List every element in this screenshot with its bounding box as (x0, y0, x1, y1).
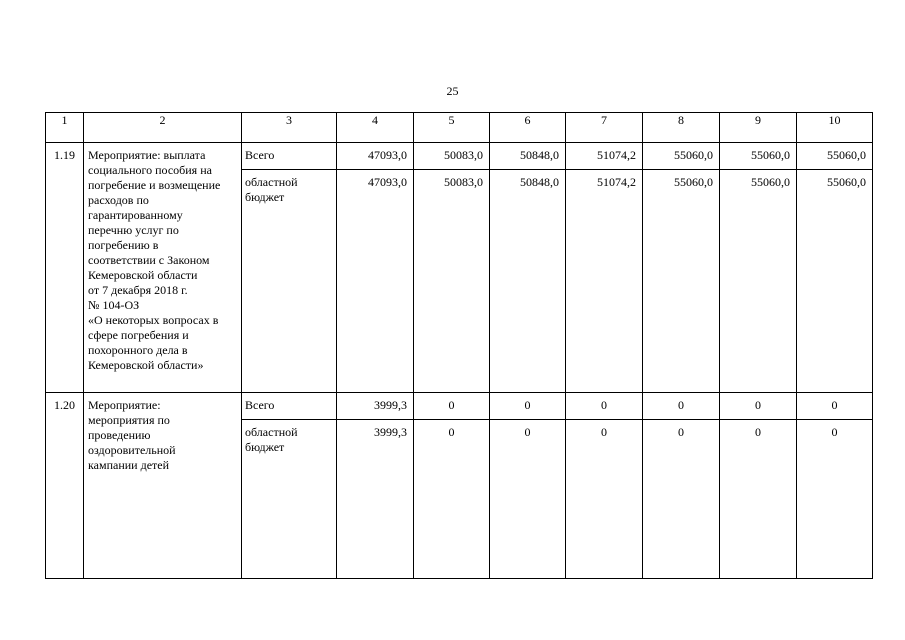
description-line: Кемеровской области» (88, 358, 204, 372)
funding-source-line: областной (245, 175, 298, 189)
column-header: 6 (490, 113, 566, 143)
amount-cell: 0 (797, 393, 873, 420)
amount-cell: 47093,0 (337, 170, 414, 393)
amount-cell: 0 (797, 420, 873, 579)
column-header: 7 (566, 113, 643, 143)
description-line: Мероприятие: (88, 398, 161, 412)
description-line: перечню услуг по (88, 223, 179, 237)
amount-cell: 0 (720, 420, 797, 579)
funding-source-line: бюджет (245, 440, 285, 454)
amount-cell: 0 (720, 393, 797, 420)
description-line: оздоровительной (88, 443, 176, 457)
amount-cell: 55060,0 (720, 170, 797, 393)
funding-source (242, 420, 337, 579)
header-row (46, 113, 873, 143)
row-description (84, 393, 242, 579)
row-description (84, 143, 242, 393)
column-header: 3 (242, 113, 337, 143)
amount-cell: 0 (566, 393, 643, 420)
funding-source (242, 170, 337, 393)
table-row (46, 143, 873, 170)
description-line: погребение и возмещение (88, 178, 221, 192)
description-line: социального пособия на (88, 163, 212, 177)
funding-source-line: бюджет (245, 190, 285, 204)
amount-cell: 0 (643, 420, 720, 579)
column-header: 4 (337, 113, 414, 143)
amount-cell: 50083,0 (414, 143, 490, 170)
funding-source: Всего (242, 143, 337, 170)
amount-cell: 3999,3 (337, 420, 414, 579)
amount-cell: 51074,2 (566, 143, 643, 170)
page-number: 25 (446, 84, 459, 98)
amount-cell: 0 (643, 393, 720, 420)
row-index: 1.20 (46, 393, 84, 579)
description-line: «О некоторых вопросах в (88, 313, 219, 327)
funding-source-line: областной (245, 425, 298, 439)
description-line: № 104-ОЗ (88, 298, 140, 312)
column-header: 8 (643, 113, 720, 143)
funding-source: Всего (242, 393, 337, 420)
amount-cell: 55060,0 (643, 143, 720, 170)
amount-cell: 50083,0 (414, 170, 490, 393)
amount-cell: 0 (490, 393, 566, 420)
amount-cell: 47093,0 (337, 143, 414, 170)
amount-cell: 0 (414, 420, 490, 579)
amount-cell: 50848,0 (490, 143, 566, 170)
description-line: кампании детей (88, 458, 170, 472)
column-header: 2 (84, 113, 242, 143)
row-index: 1.19 (46, 143, 84, 393)
amount-cell: 51074,2 (566, 170, 643, 393)
amount-cell: 55060,0 (720, 143, 797, 170)
description-line: соответствии с Законом (88, 253, 210, 267)
description-line: гарантированному (88, 208, 183, 222)
column-header: 1 (46, 113, 84, 143)
description-line: мероприятия по (88, 413, 170, 427)
description-line: сфере погребения и (88, 328, 189, 342)
column-header: 5 (414, 113, 490, 143)
table-row (46, 393, 873, 420)
description-line: от 7 декабря 2018 г. (88, 283, 188, 297)
description-line: проведению (88, 428, 151, 442)
description-line: похоронного дела в (88, 343, 188, 357)
amount-cell: 55060,0 (643, 170, 720, 393)
budget-table (45, 112, 873, 579)
description-line: Мероприятие: выплата (88, 148, 206, 162)
amount-cell: 3999,3 (337, 393, 414, 420)
description-line: погребению в (88, 238, 159, 252)
column-header: 10 (797, 113, 873, 143)
column-header: 9 (720, 113, 797, 143)
amount-cell: 55060,0 (797, 170, 873, 393)
amount-cell: 0 (566, 420, 643, 579)
amount-cell: 0 (490, 420, 566, 579)
amount-cell: 0 (414, 393, 490, 420)
description-line: Кемеровской области (88, 268, 198, 282)
description-line: расходов по (88, 193, 149, 207)
amount-cell: 55060,0 (797, 143, 873, 170)
amount-cell: 50848,0 (490, 170, 566, 393)
